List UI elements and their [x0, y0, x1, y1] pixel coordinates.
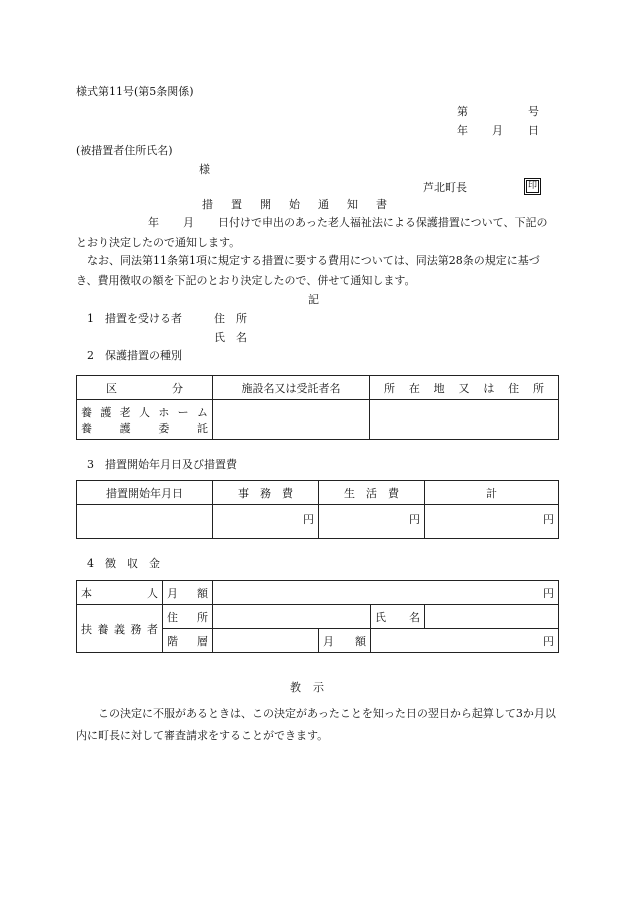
form-number: 様式第11号(第5条関係)	[76, 85, 194, 98]
yen-unit: 円	[303, 513, 314, 526]
paragraph-2	[76, 251, 556, 291]
facility-name-cell[interactable]	[213, 400, 370, 440]
supporter-monthly-cell[interactable]	[371, 629, 559, 653]
start-date-cell[interactable]	[77, 505, 213, 539]
seal-box	[524, 178, 541, 195]
supporter-monthly-label: 月 額	[319, 629, 371, 653]
item1-name-label: 氏 名	[214, 331, 247, 344]
seal-mark: 印	[527, 181, 537, 191]
date-year: 年	[457, 124, 468, 137]
yen-unit: 円	[543, 634, 554, 648]
number-prefix: 第	[457, 105, 468, 118]
paragraph-1-year: 年	[148, 216, 159, 229]
collection-table	[76, 580, 559, 653]
notice-body: この決定に不服があるときは、この決定があったことを知った日の翌日から起算して3か月以内に町長に対して審査請求をすることができます。	[76, 707, 556, 742]
yen-unit: 円	[543, 586, 554, 600]
item2-label: 2 保護措置の種別	[87, 349, 182, 362]
honorific: 様	[199, 163, 210, 176]
measure-cost-table	[76, 480, 559, 539]
table-header: 施設名又は受託者名	[213, 376, 370, 400]
total-cost-cell[interactable]	[425, 505, 559, 539]
addressee-placeholder: (被措置者住所氏名)	[76, 144, 173, 157]
notice-title: 教示	[290, 681, 336, 694]
table-header: 措置開始年月日	[77, 481, 213, 505]
yen-unit: 円	[543, 513, 554, 526]
type-nursing-home: 養護老人ホーム	[81, 405, 208, 419]
document-title: 措置開始通知書	[202, 198, 405, 211]
paragraph-1-month: 月	[183, 216, 194, 229]
date-month: 月	[492, 124, 503, 137]
person-monthly-cell[interactable]	[213, 581, 559, 605]
facility-address-cell[interactable]	[370, 400, 559, 440]
table-header: 計	[425, 481, 559, 505]
table-header: 生 活 費	[319, 481, 425, 505]
table-header: 事 務 費	[213, 481, 319, 505]
office-cost-cell[interactable]	[213, 505, 319, 539]
living-cost-cell[interactable]	[319, 505, 425, 539]
item3-label: 3 措置開始年月日及び措置費	[87, 458, 237, 471]
item1-label: 1 措置を受ける者	[87, 312, 182, 325]
supporter-name-label: 氏 名	[371, 605, 425, 629]
person-label: 本 人	[77, 581, 163, 605]
supporter-name-cell[interactable]	[425, 605, 559, 629]
protection-type-cell	[77, 400, 213, 440]
supporter-address-label: 住 所	[163, 605, 213, 629]
item1-address-label: 住 所	[214, 312, 247, 325]
supporter-address-cell[interactable]	[213, 605, 371, 629]
date-day: 日	[528, 124, 539, 137]
yen-unit: 円	[409, 513, 420, 526]
table-header: 区 分	[77, 376, 213, 400]
type-nursing-consignment: 養 護 委 託	[81, 421, 208, 435]
paragraph-2-text: なお、同法第11条第1項に規定する措置に要する費用については、同法第28条の規定に基づき、費用徴収の額を下記のとおり決定したので、併せて通知します。	[76, 254, 540, 287]
notice-text	[76, 703, 558, 747]
protection-type-table	[76, 375, 559, 440]
item4-label: 4 徴 収 金	[87, 557, 160, 570]
issuer: 芦北町長	[423, 181, 467, 194]
supporter-label: 扶養義務者	[77, 605, 163, 653]
paragraph-1-text: 日付けで申出のあった老人福祉法による保護措置について、下記のとおり決定したので通知します。	[76, 216, 548, 249]
ki-mark: 記	[308, 293, 319, 306]
paragraph-1	[76, 213, 556, 253]
monthly-label: 月 額	[163, 581, 213, 605]
table-header: 所在地又は住所	[370, 376, 559, 400]
supporter-class-label: 階 層	[163, 629, 213, 653]
supporter-class-cell[interactable]	[213, 629, 319, 653]
number-suffix: 号	[528, 105, 539, 118]
